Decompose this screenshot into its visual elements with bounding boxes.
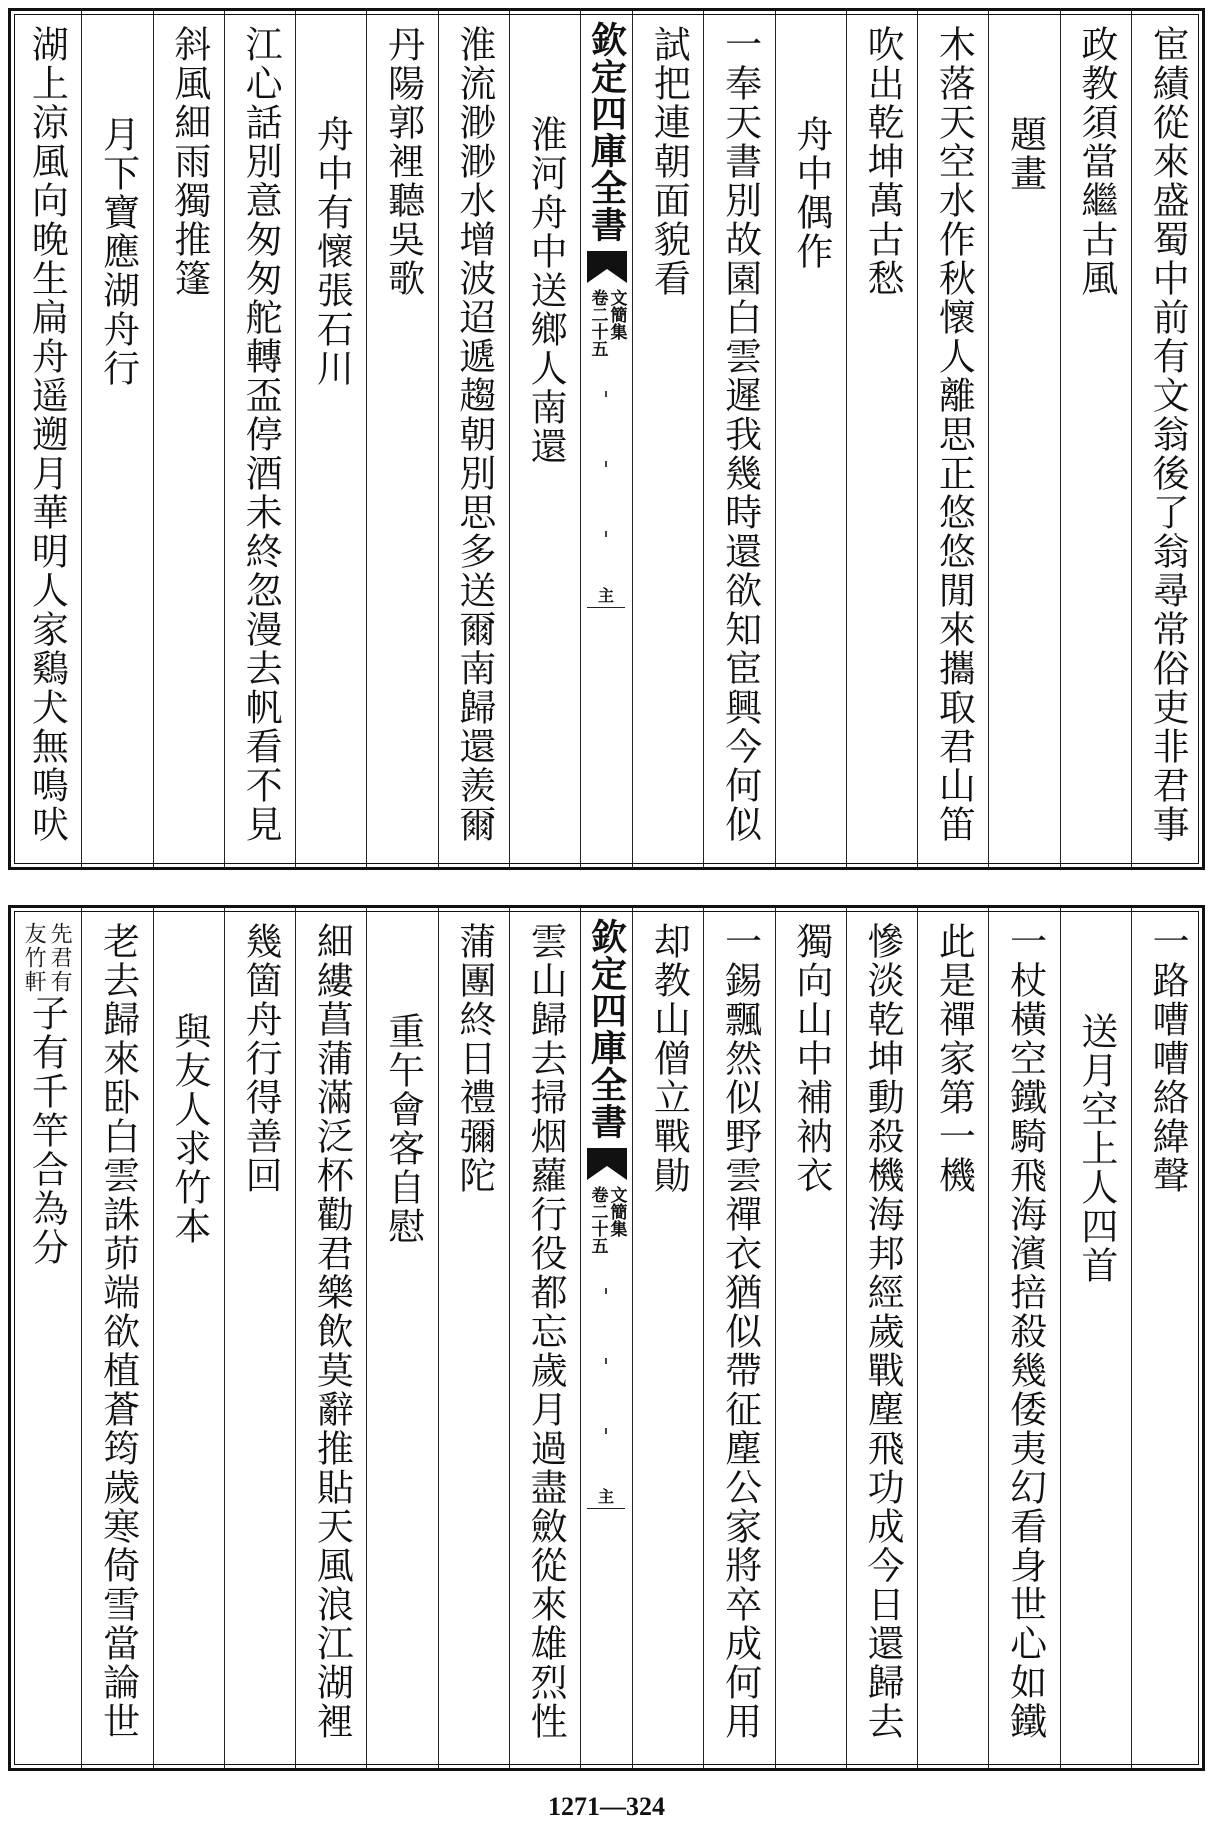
verse-line: 蒲團終日禮彌陀: [452, 922, 496, 1195]
fishtail-mark-icon: [587, 1146, 627, 1182]
verse-line: 宦績從來盛蜀中前有文翁後了翁尋常俗吏非君事: [1146, 25, 1190, 844]
volume-number: 卷二十五: [587, 289, 608, 357]
verse-line: 細縷菖蒲滿泛杯勸君樂飲莫辭推貼天風浪江湖裡: [310, 922, 354, 1741]
text-column: [918, 11, 989, 867]
poem-title: 舟中有懷張石川: [310, 115, 354, 388]
page-number: 1271—324: [548, 1792, 665, 1821]
fold-tick: [605, 531, 607, 537]
center-fold-column: [581, 908, 633, 1768]
verse-line: 斜風細雨獨推篷: [167, 25, 211, 298]
text-column: [11, 11, 82, 867]
collection-name: 文簡集: [606, 289, 627, 340]
book-title: 欽定四庫全書: [585, 21, 628, 243]
text-column: [439, 908, 510, 1768]
verse-line: 淮流渺渺水增波迢遞趨朝別思多送爾南歸還羨爾: [452, 25, 496, 844]
verse-line: 吹出乾坤萬古愁: [861, 25, 905, 298]
folio-rule: [587, 607, 625, 608]
verse-line: 慘淡乾坤動殺機海邦經歲戰塵飛功成今日還歸去: [861, 922, 905, 1741]
text-column: [82, 908, 153, 1768]
text-column: [82, 11, 153, 867]
verse-line: 政教須當繼古風: [1074, 25, 1118, 298]
verse-line: 獨向山中補衲衣: [789, 922, 833, 1195]
text-column: [847, 11, 918, 867]
text-column: [989, 11, 1060, 867]
verse-line: 丹陽郭裡聽吳歌: [381, 25, 425, 298]
verse-line: 幾箇舟行得善回: [239, 922, 283, 1195]
text-column: [704, 11, 775, 867]
text-column: [1132, 908, 1202, 1768]
text-column: [154, 908, 225, 1768]
verse-line: 一路嘈嘈絡緯聲: [1146, 922, 1190, 1195]
verse-line: 老去歸來卧白雲誅茆端欲植蒼筠歲寒倚雪當論世: [96, 922, 140, 1741]
text-column: [1132, 11, 1202, 867]
verse-line: 試把連朝面貌看: [647, 25, 691, 298]
folio-number: 主: [597, 586, 614, 605]
book-title: 欽定四庫全書: [585, 918, 628, 1140]
text-column: [1061, 11, 1132, 867]
poem-title: 月下寶應湖舟行: [96, 115, 140, 388]
text-column: [1061, 908, 1132, 1768]
fold-tick: [605, 391, 607, 397]
text-column: [11, 908, 82, 1768]
text-column: [510, 908, 581, 1768]
upper-page: [8, 8, 1205, 870]
collection-name: 文簡集: [606, 1186, 627, 1237]
verse-line: 江心話別意匆匆舵轉盃停酒未終忽漫去帆看不見: [239, 25, 283, 844]
poem-title: 淮河舟中送鄉人南還: [524, 115, 568, 466]
annotation-note: 友竹軒: [21, 922, 47, 994]
poem-title: 送月空上人四首: [1074, 1012, 1118, 1285]
text-column: [633, 908, 704, 1768]
verse-line: 木落天空水作秋懷人離思正悠悠閒來攜取君山笛: [932, 25, 976, 844]
fold-tick: [605, 1358, 607, 1364]
text-column: [989, 908, 1060, 1768]
text-column: [918, 908, 989, 1768]
text-column: [367, 908, 438, 1768]
verse-line: 一杖橫空鐵騎飛海濱掊殺幾倭夷幻看身世心如鐵: [1003, 922, 1047, 1741]
text-column: [847, 908, 918, 1768]
text-column: [439, 11, 510, 867]
verse-line: 却教山僧立戰勛: [647, 922, 691, 1195]
verse-line: 雲山歸去掃烟蘿行役都忘歲月過盡斂從來雄烈性: [524, 922, 568, 1741]
poem-title: 與友人求竹本: [167, 1012, 211, 1246]
text-column: [296, 11, 367, 867]
verse-line: 湖上涼風向晚生扁舟遥遡月華明人家鷄犬無鳴吠: [25, 25, 69, 844]
text-column: [296, 908, 367, 1768]
text-column: [225, 908, 296, 1768]
text-column: [776, 908, 847, 1768]
folio-number: 主: [597, 1487, 614, 1506]
folio-rule: [587, 1508, 625, 1509]
text-column: [154, 11, 225, 867]
text-column: [704, 908, 775, 1768]
fishtail-mark-icon: [587, 249, 627, 285]
poem-title: 題畫: [1003, 115, 1047, 193]
poem-title: 舟中偶作: [789, 115, 833, 271]
volume-number: 卷二十五: [587, 1186, 608, 1254]
verse-line: 子有千竿合為分: [25, 994, 69, 1267]
text-column: [633, 11, 704, 867]
fold-tick: [605, 1288, 607, 1294]
fold-tick: [605, 1428, 607, 1434]
verse-line: 一錫飄然似野雲禪衣猶似帶征塵公家將卒成何用: [718, 922, 762, 1741]
text-column: [225, 11, 296, 867]
text-column: [367, 11, 438, 867]
fold-tick: [605, 461, 607, 467]
verse-line: 一奉天書別故園白雲遲我幾時還欲知宦興今何似: [718, 25, 762, 844]
verse-line: 此是禪家第一機: [932, 922, 976, 1195]
poem-title: 重午會客自慰: [381, 1012, 425, 1246]
text-column: [510, 11, 581, 867]
text-column: [776, 11, 847, 867]
lower-page: [8, 905, 1205, 1771]
annotation-note: 先君有: [47, 922, 73, 994]
center-fold-column: [581, 11, 633, 867]
